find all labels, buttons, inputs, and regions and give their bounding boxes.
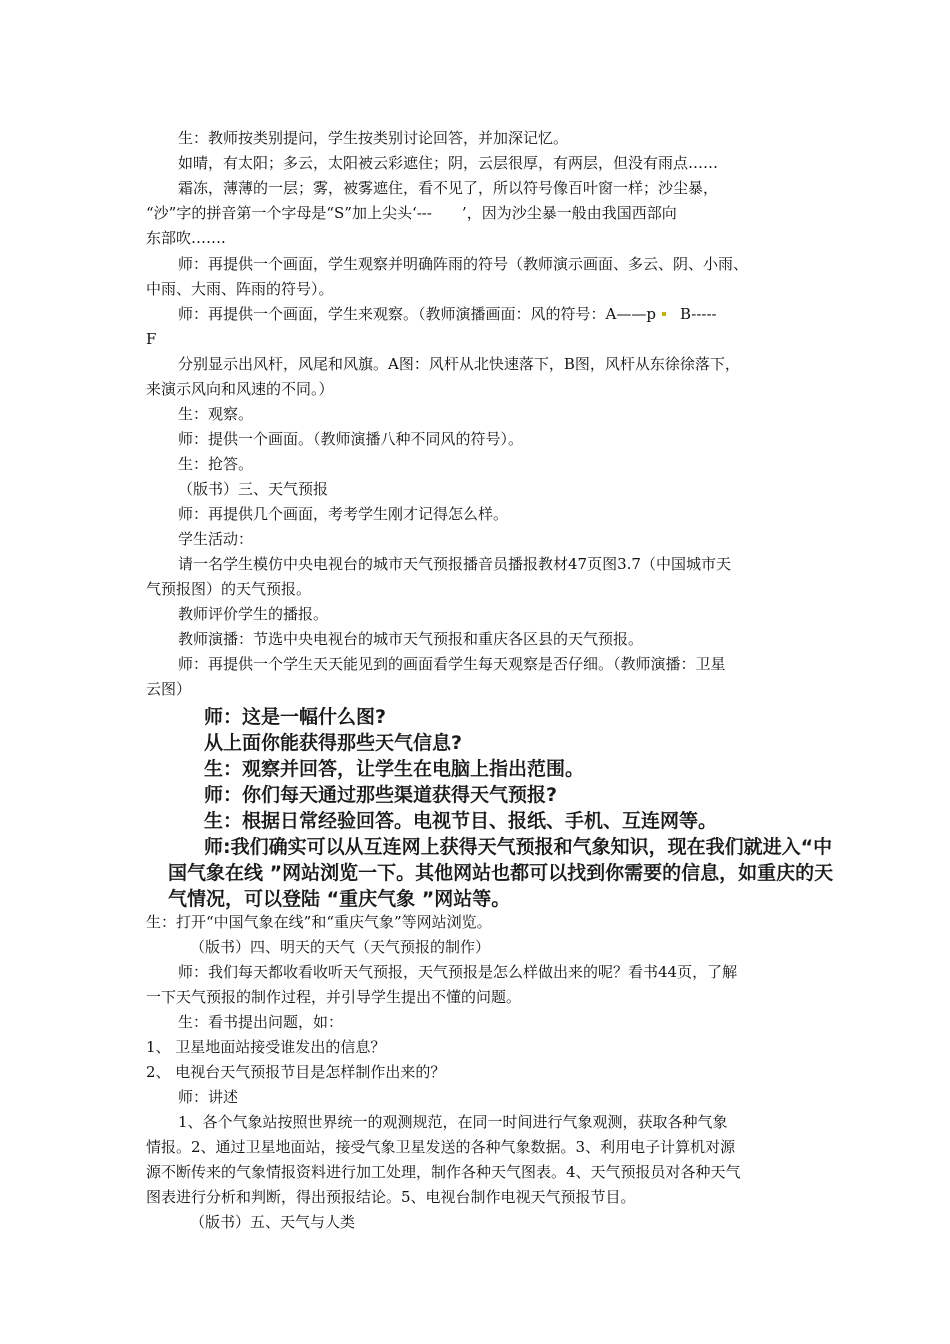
text-line: 生：看书提出问题，如：: [178, 1013, 344, 1031]
text-line: 生：抢答。: [178, 455, 254, 473]
wind-symbol-text: 师：再提供一个画面，学生来观察。（教师演播画面：风的符号：A——p: [178, 305, 656, 323]
wind-symbol-b: B-----: [679, 305, 717, 323]
text-line: 云图）: [146, 680, 192, 698]
text-line: 教师演播：节选中央电视台的城市天气预报和重庆各区县的天气预报。: [178, 630, 644, 648]
section-heading: （版书）三、天气预报: [178, 480, 329, 498]
text-line: 情报。2、通过卫星地面站，接受气象卫星发送的各种气象数据。3、利用电子计算机对源: [146, 1138, 736, 1156]
bold-line: 师:我们确实可以从互连网上获得天气预报和气象知识，现在我们就进入“中: [204, 836, 833, 858]
text-line: 生：观察。: [178, 405, 254, 423]
text-line: “沙”字的拼音第一个字母是“S”加上尖头‘--- ’，因为沙尘暴一般由我国西部向: [146, 204, 677, 222]
section-heading: （版书）五、天气与人类: [190, 1213, 356, 1231]
text-line: 霜冻，薄薄的一层；雾，被雾遮住，看不见了，所以符号像百叶窗一样；沙尘暴，: [178, 179, 719, 197]
text-line: 师：讲述: [178, 1088, 239, 1106]
bold-line: 生：观察并回答，让学生在电脑上指出范围。: [204, 758, 585, 780]
text-line: 分别显示出风杆，风尾和风旗。A图：风杆从北快速落下，B图，风杆从东徐徐落下，: [178, 355, 740, 373]
text-line: 请一名学生模仿中央电视台的城市天气预报播音员播报教材47页图3.7（中国城市天: [178, 555, 731, 573]
bold-line: 国气象在线 ”网站浏览一下。其他网站也都可以找到你需要的信息，如重庆的天: [168, 862, 834, 884]
text-line: 中雨、大雨、阵雨的符号）。: [146, 280, 334, 298]
text-line: 教师评价学生的播报。: [178, 605, 329, 623]
text-line: 师：我们每天都收看收听天气预报，天气预报是怎么样做出来的呢？看书44页，了解: [178, 963, 738, 981]
bold-line: 师：这是一幅什么图?: [204, 706, 387, 728]
text-line: 生：打开“中国气象在线”和“重庆气象”等网站浏览。: [146, 913, 492, 931]
bold-line: 从上面你能获得那些天气信息?: [204, 732, 463, 754]
text-line: 气预报图）的天气预报。: [146, 580, 312, 598]
text-line: 如晴，有太阳；多云，太阳被云彩遮住；阴，云层很厚，有两层，但没有雨点……: [178, 154, 719, 172]
bold-line: 生：根据日常经验回答。电视节目、报纸、手机、互连网等。: [204, 810, 718, 832]
text-line: 来演示风向和风速的不同。）: [146, 380, 334, 398]
text-line: 一下天气预报的制作过程，并引导学生提出不懂的问题。: [146, 988, 522, 1006]
section-heading: （版书）四、明天的天气（天气预报的制作）: [190, 938, 491, 956]
text-line: F: [146, 330, 157, 348]
text-line: 师：再提供一个画面，学生观察并明确阵雨的符号（教师演示画面、多云、阴、小雨、: [178, 255, 749, 273]
text-line: 源不断传来的气象情报资料进行加工处理，制作各种天气图表。4、天气预报员对各种天气: [146, 1163, 741, 1181]
yellow-mark-icon: [662, 312, 666, 316]
text-line: 图表进行分析和判断，得出预报结论。5、电视台制作电视天气预报节目。: [146, 1188, 636, 1206]
text-line: 东部吹…….: [146, 229, 226, 247]
text-line: 师：再提供几个画面，考考学生刚才记得怎么样。: [178, 505, 509, 523]
bold-line: 气情况，可以登陆 “重庆气象 ”网站等。: [168, 888, 511, 910]
bold-line: 师：你们每天通过那些渠道获得天气预报?: [204, 784, 558, 806]
text-line: [178, 304, 717, 324]
list-item: 1、 卫星地面站接受谁发出的信息？: [146, 1038, 386, 1056]
text-line: 生：教师按类别提问，学生按类别讨论回答，并加深记忆。: [178, 129, 569, 147]
text-line: 师：再提供一个学生天天能见到的画面看学生每天观察是否仔细。（教师演播：卫星: [178, 655, 726, 673]
text-line: 学生活动：: [178, 530, 254, 548]
list-item: 2、 电视台天气预报节目是怎样制作出来的？: [146, 1063, 446, 1081]
text-line: 1、各个气象站按照世界统一的观测规范，在同一时间进行气象观测，获取各种气象: [178, 1113, 728, 1131]
text-line: 师：提供一个画面。（教师演播八种不同风的符号）。: [178, 430, 524, 448]
